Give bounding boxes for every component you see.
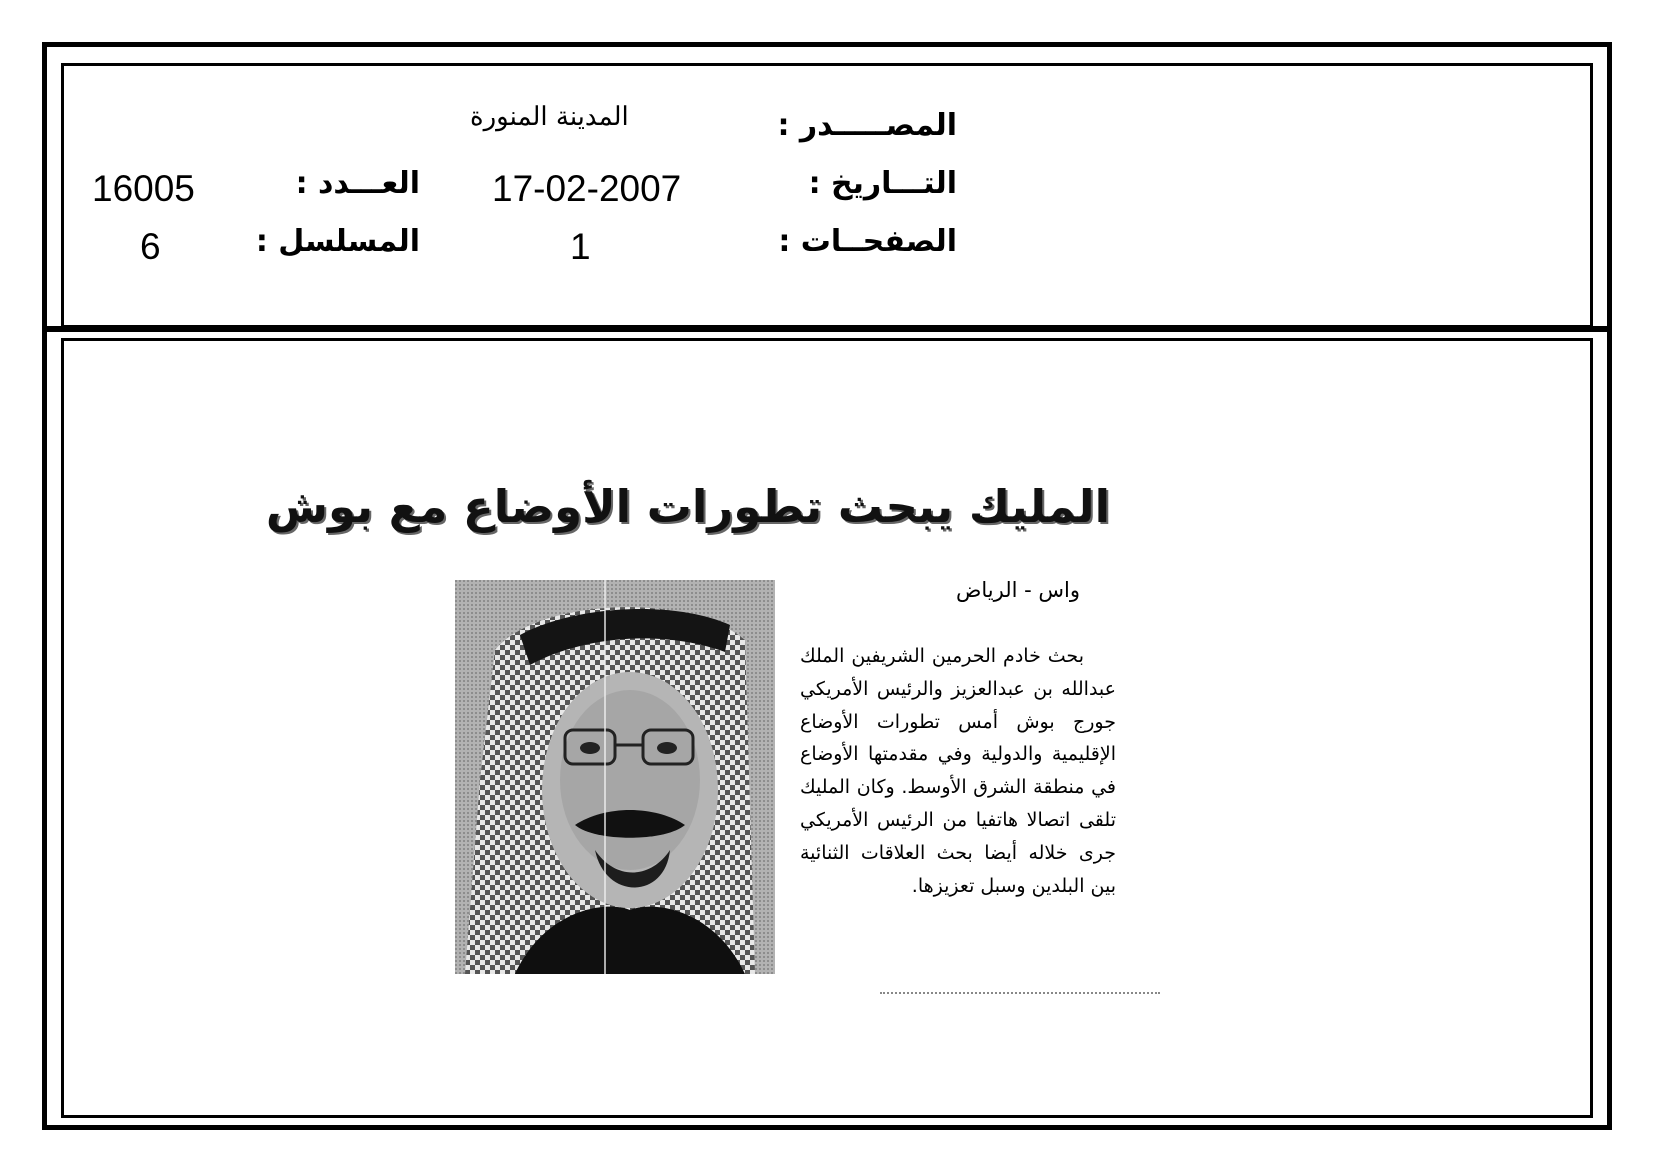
serial-label: المسلسل :	[255, 224, 420, 259]
issue-value: 16005	[92, 168, 195, 209]
source-label: المصـــــدر :	[777, 108, 957, 143]
date-label: التـــاريخ :	[808, 166, 957, 201]
article-dateline: واس - الرياض	[956, 578, 1080, 602]
article-body	[800, 640, 1116, 902]
article-headline: المليك يبحث تطورات الأوضاع مع بوش	[265, 480, 1110, 533]
source-value: المدينة المنورة	[470, 102, 629, 132]
pages-label: الصفحــات :	[778, 224, 957, 259]
serial-value: 6	[140, 226, 161, 267]
article-paragraph: بحث خادم الحرمين الشريفين الملك عبدالله بن عبدالعزيز والرئيس الأمريكي جورج بوش أمس تطورات الأوضاع الإقليمية والدولية وفي مقدمتها الأوضاع في منطقة الشرق الأوسط. وكان المليك تلقى اتصالا هاتفيا من الرئيس الأمريكي جرى خلاله أيضا بحث العلاقات الثنائية بين البلدين وسبل تعزيزها.	[800, 645, 1116, 897]
portrait-image	[455, 580, 775, 974]
clipping-bottom-rule	[880, 992, 1160, 994]
pages-value: 1	[570, 226, 591, 267]
header-divider	[47, 326, 1607, 332]
issue-label: العـــدد :	[295, 166, 420, 201]
portrait-photo	[455, 580, 775, 974]
date-value: 17-02-2007	[492, 168, 682, 209]
